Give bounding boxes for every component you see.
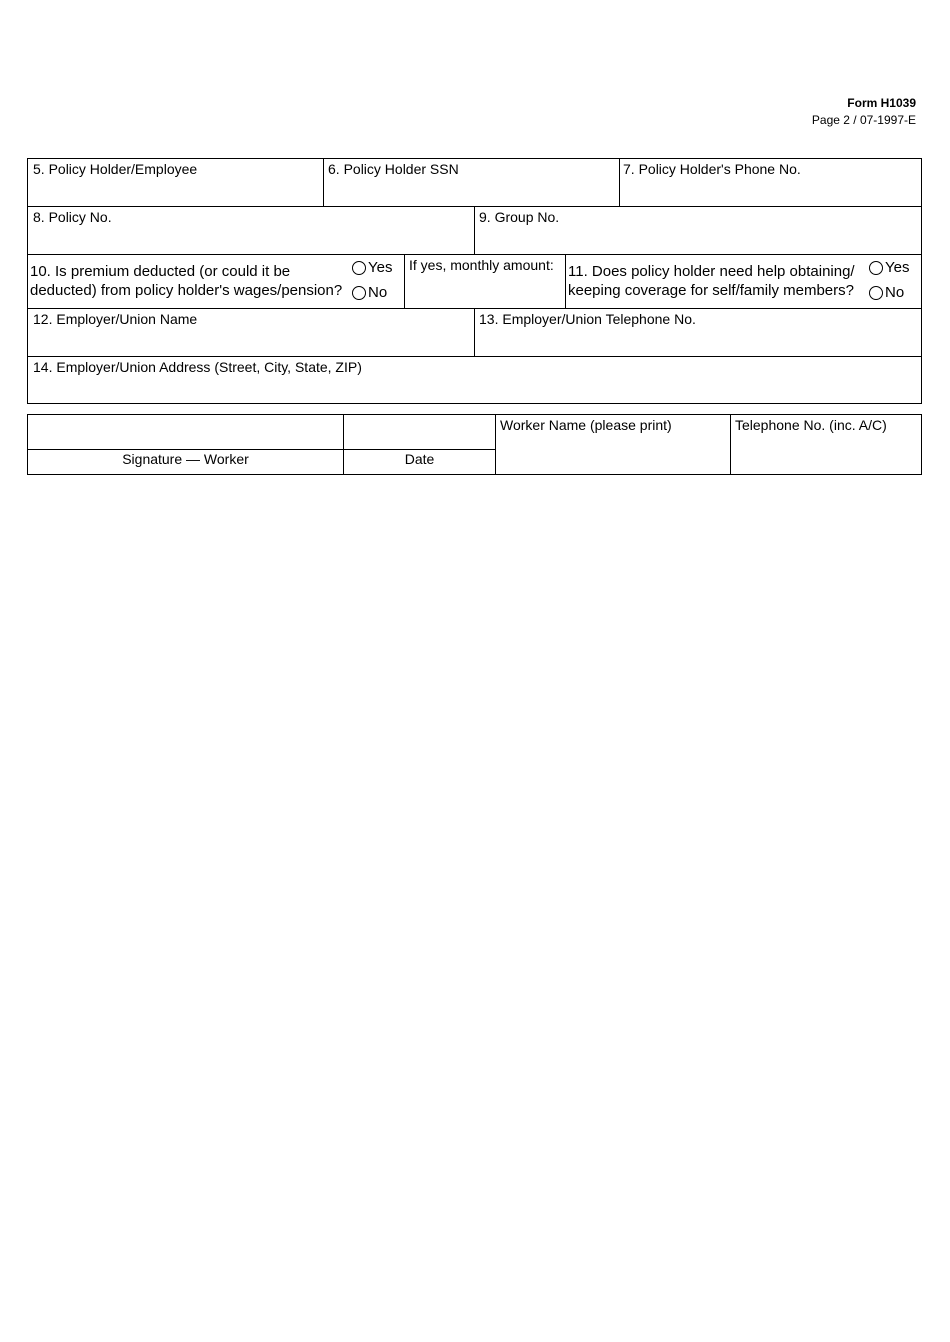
no-label: No	[885, 284, 905, 301]
policy-holder-employee-label: 5. Policy Holder/Employee	[33, 161, 198, 177]
yes-label: Yes	[885, 259, 910, 276]
coverage-help-no-option[interactable]	[869, 284, 904, 302]
employer-union-address-label: 14. Employer/Union Address (Street, City, State, ZIP)	[33, 359, 362, 375]
worker-telephone-label: Telephone No. (inc. A/C)	[735, 417, 887, 433]
form-identifier	[812, 95, 916, 129]
coverage-help-text-line1: 11. Does policy holder need help obtaining/	[568, 263, 855, 280]
row-divider	[28, 449, 496, 450]
radio-button-icon[interactable]	[869, 286, 883, 300]
policy-holder-employee-field[interactable]	[28, 159, 323, 206]
date-label: Date	[404, 451, 435, 467]
radio-button-icon[interactable]	[352, 261, 366, 275]
worker-signature-field[interactable]	[28, 415, 343, 449]
form-number: Form H1039	[847, 96, 916, 110]
policy-holder-ssn-label: 6. Policy Holder SSN	[328, 161, 459, 177]
worker-name-label: Worker Name (please print)	[500, 417, 672, 433]
premium-deducted-no-option[interactable]	[352, 284, 387, 302]
policy-holder-phone-field[interactable]	[620, 159, 921, 206]
premium-deducted-yes-option[interactable]	[352, 259, 392, 277]
premium-deducted-question	[28, 255, 404, 308]
coverage-help-question	[566, 255, 921, 308]
monthly-amount-label: If yes, monthly amount:	[409, 257, 554, 273]
signature-worker-label: Signature — Worker	[122, 451, 249, 467]
radio-button-icon[interactable]	[352, 286, 366, 300]
employer-union-name-field[interactable]	[28, 309, 474, 356]
page-info: Page 2 / 07-1997-E	[811, 113, 916, 127]
policy-number-field[interactable]	[28, 207, 474, 254]
date-field[interactable]	[344, 415, 495, 449]
policy-info-table	[27, 158, 922, 404]
policy-number-label: 8. Policy No.	[33, 209, 112, 225]
coverage-help-yes-option[interactable]	[869, 259, 909, 277]
coverage-help-text-line2: keeping coverage for self/family members?	[568, 282, 854, 299]
employer-union-telephone-field[interactable]	[475, 309, 921, 356]
monthly-amount-field[interactable]	[405, 255, 565, 308]
group-number-field[interactable]	[475, 207, 921, 254]
signature-table	[27, 414, 922, 475]
employer-union-telephone-label: 13. Employer/Union Telephone No.	[479, 311, 696, 327]
yes-label: Yes	[368, 259, 393, 276]
employer-union-address-field[interactable]	[28, 357, 921, 403]
worker-name-field[interactable]	[496, 415, 730, 474]
policy-holder-phone-label: 7. Policy Holder's Phone No.	[623, 161, 801, 177]
radio-button-icon[interactable]	[869, 261, 883, 275]
no-label: No	[368, 284, 388, 301]
group-number-label: 9. Group No.	[479, 209, 560, 225]
worker-telephone-field[interactable]	[731, 415, 921, 474]
employer-union-name-label: 12. Employer/Union Name	[33, 311, 198, 327]
premium-deducted-text-line2: deducted) from policy holder's wages/pension?	[30, 282, 343, 299]
premium-deducted-text-line1: 10. Is premium deducted (or could it be	[30, 263, 291, 280]
policy-holder-ssn-field[interactable]	[324, 159, 619, 206]
